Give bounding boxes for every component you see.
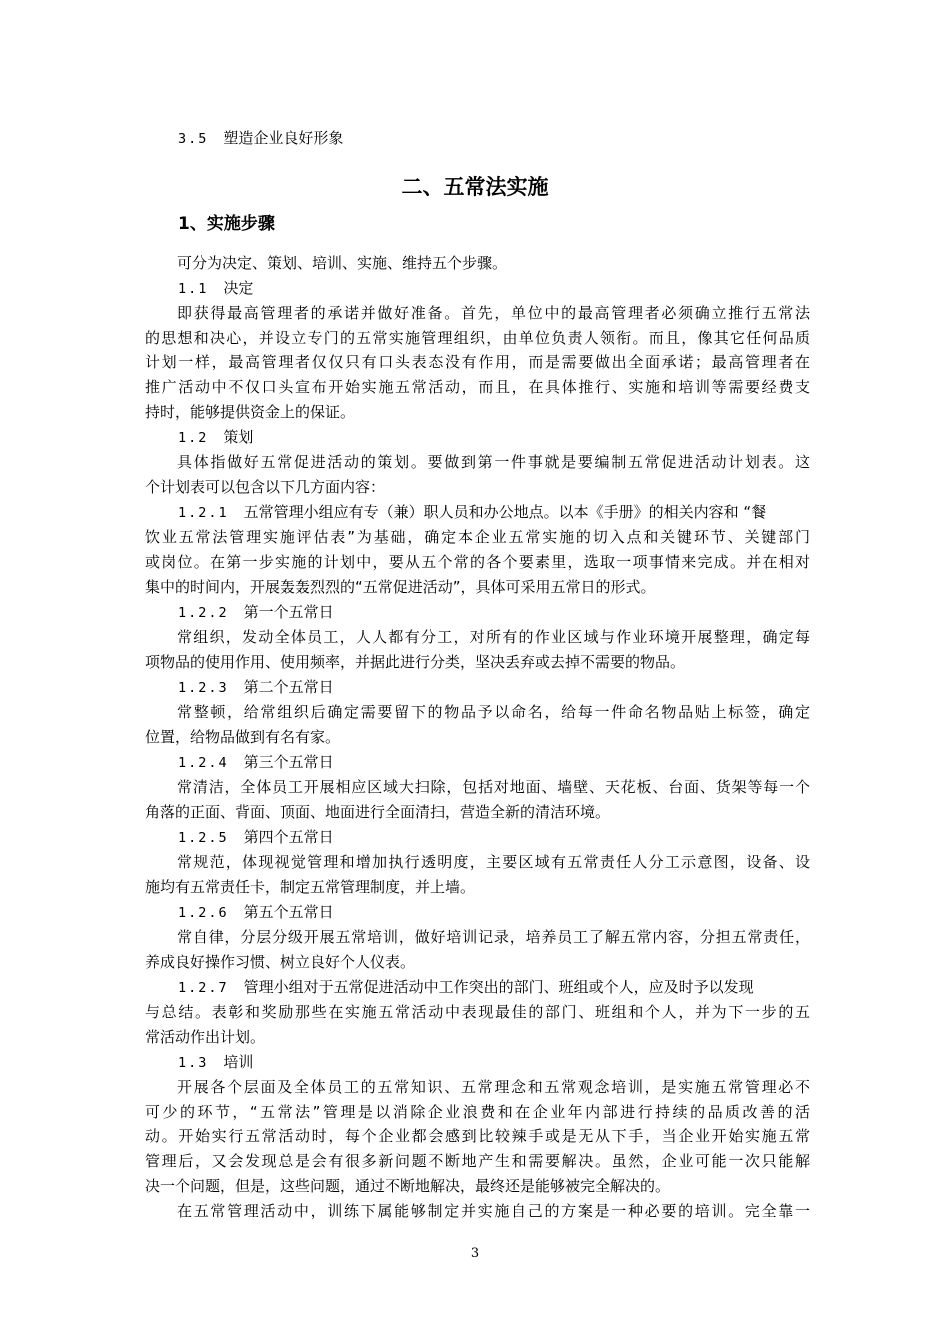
item-number: 1.2.7 bbox=[178, 980, 229, 996]
paragraph-line: 计划一样，最高管理者仅仅只有口头表态没有作用，而是需要做出全面承诺；最高管理者在 bbox=[145, 353, 810, 371]
item-1-3 bbox=[178, 1050, 843, 1076]
item-number: 1.2.5 bbox=[178, 830, 229, 846]
item-3-5 bbox=[178, 126, 843, 152]
item-number: 3.5 bbox=[178, 131, 209, 147]
item-number: 1.2.6 bbox=[178, 905, 229, 921]
item-1-2-2 bbox=[178, 600, 843, 626]
section-title: 二、五常法实施 bbox=[401, 175, 549, 199]
paragraph-line: 开展各个层面及全体员工的五常知识、五常理念和五常观念培训，是实施五常管理必不 bbox=[177, 1078, 810, 1096]
paragraph-line: 施均有五常责任卡，制定五常管理制度，并上墙。 bbox=[145, 878, 476, 896]
item-text: 五常管理小组应有专（兼）职人员和办公地点。以本《手册》的相关内容和 “餐 bbox=[243, 503, 767, 521]
item-1-2-1 bbox=[178, 500, 810, 526]
paragraph-line: 位置，给物品做到有名有家。 bbox=[145, 728, 341, 746]
item-1-2-7 bbox=[178, 975, 810, 1001]
item-1-2-3 bbox=[178, 675, 843, 701]
item-number: 1.2 bbox=[178, 430, 209, 446]
item-1-2-4 bbox=[178, 750, 843, 776]
paragraph-line: 集中的时间内，开展轰轰烈烈的“五常促进活动”，具体可采用五常日的形式。 bbox=[145, 578, 656, 596]
item-1-2 bbox=[178, 425, 843, 451]
item-title: 第二个五常日 bbox=[243, 678, 334, 696]
item-number: 1.2.2 bbox=[178, 605, 229, 621]
item-number: 1.1 bbox=[178, 281, 209, 297]
paragraph-line: 决一个问题，但是，这些问题，通过不断地解决，最终还是能够被完全解决的。 bbox=[145, 1177, 671, 1195]
paragraph-line: 角落的正面、背面、顶面、地面进行全面清扫，营造全新的清洁环境。 bbox=[145, 803, 611, 821]
paragraph-line: 常自律，分层分级开展五常培训，做好培训记录，培养员工了解五常内容，分担五常责任， bbox=[177, 928, 810, 946]
paragraph-line: 常规范，体现视觉管理和增加执行透明度，主要区域有五常责任人分工示意图，设备、设 bbox=[177, 853, 810, 871]
paragraph-line: 养成良好操作习惯、树立良好个人仪表。 bbox=[145, 953, 416, 971]
paragraph-line: 常清洁，全体员工开展相应区域大扫除，包括对地面、墙壁、天花板、台面、货架等每一个 bbox=[177, 778, 810, 796]
paragraph-line: 推广活动中不仅口头宣布开始实施五常活动，而且，在具体推行、实施和培训等需要经费支 bbox=[145, 378, 810, 396]
paragraph-line: 的思想和决心，并设立专门的五常实施管理组织，由单位负责人领衔。而且，像其它任何品质 bbox=[145, 329, 810, 347]
item-1-2-5 bbox=[178, 825, 843, 851]
paragraph-line: 常组织，发动全体员工，人人都有分工，对所有的作业区域与作业环境开展整理，确定每 bbox=[177, 628, 810, 646]
paragraph-line: 可少的环节，“五常法”管理是以消除企业浪费和在企业年内部进行持续的品质改善的活 bbox=[145, 1103, 810, 1121]
item-number: 1.2.1 bbox=[178, 505, 229, 521]
paragraph-line: 持时，能够提供资金上的保证。 bbox=[145, 403, 356, 421]
item-title: 第五个五常日 bbox=[243, 903, 334, 921]
item-title: 培训 bbox=[223, 1053, 254, 1071]
paragraph-line: 个计划表可以包含以下几方面内容： bbox=[145, 478, 386, 496]
paragraph-line: 即获得最高管理者的承诺并做好准备。首先，单位中的最高管理者必须确立推行五常法 bbox=[177, 304, 810, 322]
paragraph-line: 具体指做好五常促进活动的策划。要做到第一件事就是要编制五常促进活动计划表。这 bbox=[177, 453, 810, 471]
item-number: 1.2.4 bbox=[178, 755, 229, 771]
paragraph-line: 动。开始实行五常活动时，每个企业都会感到比较辣手或是无从下手，当企业开始实施五常 bbox=[145, 1127, 810, 1145]
item-number: 1.3 bbox=[178, 1055, 209, 1071]
item-title: 第四个五常日 bbox=[243, 828, 334, 846]
section-subtitle: 1、实施步骤 bbox=[178, 214, 275, 234]
paragraph-line: 常活动作出计划。 bbox=[145, 1028, 266, 1046]
item-title: 第一个五常日 bbox=[243, 603, 334, 621]
paragraph-line: 在五常管理活动中，训练下属能够制定并实施自己的方案是一种必要的培训。完全靠一 bbox=[177, 1202, 810, 1220]
paragraph-line: 项物品的使用作用、使用频率，并据此进行分类，坚决丢弃或去掉不需要的物品。 bbox=[145, 653, 686, 671]
item-1-1 bbox=[178, 276, 843, 302]
item-1-2-6 bbox=[178, 900, 843, 926]
item-title: 第三个五常日 bbox=[243, 753, 334, 771]
item-number: 1.2.3 bbox=[178, 680, 229, 696]
paragraph-line: 与总结。表彰和奖励那些在实施五常活动中表现最佳的部门、班组和个人，并为下一步的五 bbox=[145, 1003, 810, 1021]
paragraph-line: 或岗位。在第一步实施的计划中，要从五个常的各个要素里，选取一项事情来完成。并在相对 bbox=[145, 553, 810, 571]
paragraph-line: 管理后，又会发现总是会有很多新问题不断地产生和需要解决。虽然，企业可能一次只能解 bbox=[145, 1152, 810, 1170]
item-title: 塑造企业良好形象 bbox=[223, 129, 344, 147]
item-title: 决定 bbox=[223, 279, 254, 297]
item-title: 策划 bbox=[223, 428, 254, 446]
item-text: 管理小组对于五常促进活动中工作突出的部门、班组或个人，应及时予以发现 bbox=[243, 978, 754, 996]
paragraph-line: 常整顿，给常组织后确定需要留下的物品予以命名，给每一件命名物品贴上标签，确定 bbox=[177, 703, 810, 721]
page-number: 3 bbox=[470, 1246, 480, 1261]
paragraph-line: 饮业五常法管理实施评估表”为基础，确定本企业五常实施的切入点和关键环节、关键部门 bbox=[145, 528, 810, 546]
paragraph-line: 可分为决定、策划、培训、实施、维持五个步骤。 bbox=[177, 254, 508, 272]
